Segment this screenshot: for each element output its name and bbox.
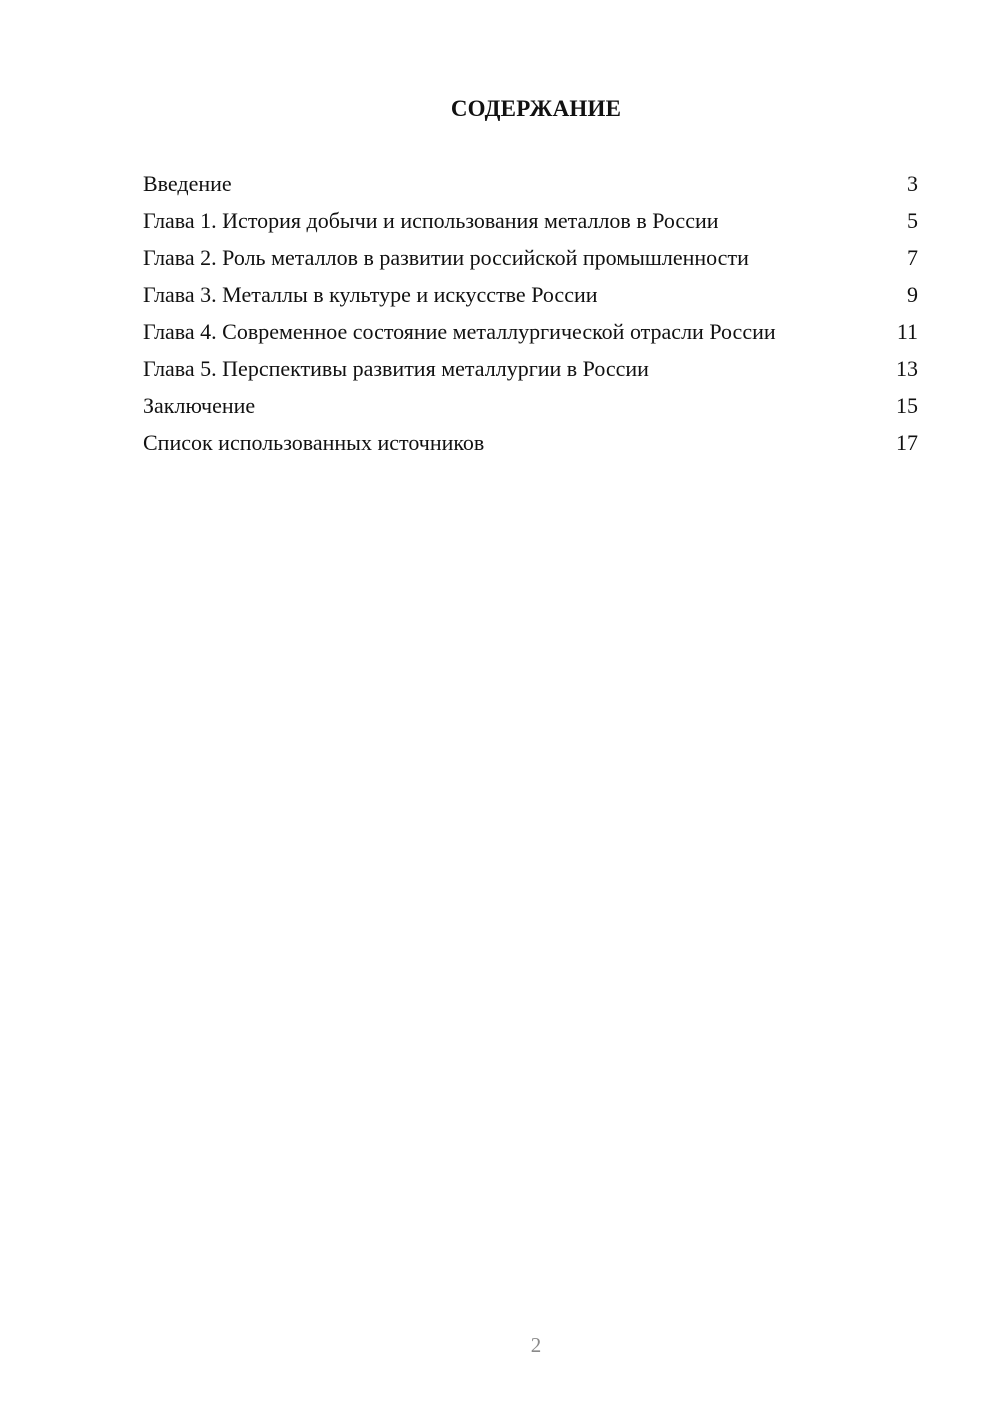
toc-entry-text: Глава 5. Перспективы развития металлургии в России bbox=[143, 356, 649, 381]
toc-entry-text: Глава 3. Металлы в культуре и искусстве России bbox=[143, 282, 598, 307]
toc-entry-introduction bbox=[143, 170, 918, 197]
toc-entry-page: 5 bbox=[907, 208, 918, 233]
toc-entry-text: Заключение bbox=[143, 393, 256, 418]
toc-entry-chapter-3 bbox=[143, 281, 918, 308]
toc-entry-chapter-5 bbox=[143, 355, 918, 382]
toc-entry-text: Глава 2. Роль металлов в развитии российской промышленности bbox=[143, 245, 749, 270]
toc-entry-chapter-1 bbox=[143, 207, 918, 234]
toc-entry-page: 17 bbox=[896, 430, 918, 455]
toc-entry-chapter-4 bbox=[143, 318, 918, 345]
toc-entry-page: 7 bbox=[907, 245, 918, 270]
toc-entry-conclusion bbox=[143, 392, 918, 419]
toc-entry-page: 15 bbox=[896, 393, 918, 418]
toc-entry-page: 9 bbox=[907, 282, 918, 307]
toc-entry-page: 13 bbox=[896, 356, 918, 381]
toc-entry-chapter-2 bbox=[143, 244, 918, 271]
toc-entry-text: Введение bbox=[143, 171, 232, 196]
page-number: 2 bbox=[530, 1333, 542, 1357]
toc-title: СОДЕРЖАНИЕ bbox=[450, 96, 622, 121]
toc-entry-text: Глава 1. История добычи и использования металлов в России bbox=[143, 208, 719, 233]
table-of-contents bbox=[143, 170, 918, 466]
toc-entry-text: Список использованных источников bbox=[143, 430, 485, 455]
toc-entry-page: 3 bbox=[907, 171, 918, 196]
toc-entry-references bbox=[143, 429, 918, 456]
toc-entry-text: Глава 4. Современное состояние металлургической отрасли России bbox=[143, 319, 776, 344]
toc-entry-page: 11 bbox=[896, 319, 918, 344]
